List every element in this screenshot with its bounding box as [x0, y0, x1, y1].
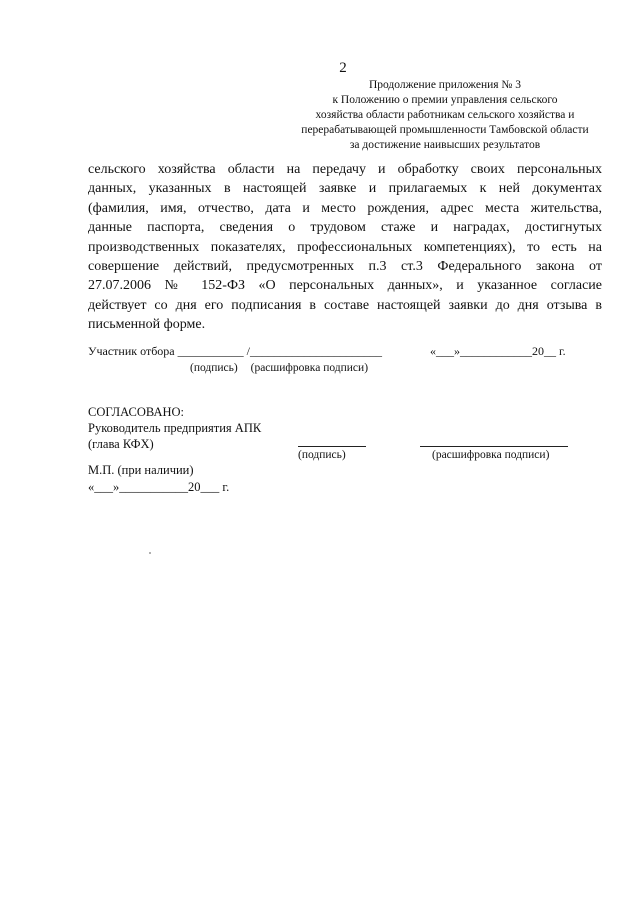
approval-signature-caption: (подпись)	[298, 449, 346, 461]
participant-date-line: «___»____________20__ г.	[430, 344, 566, 358]
approval-decoding-caption: (расшифровка подписи)	[432, 449, 550, 461]
paragraph-line: производственных показателях, профессиональных компетенциях), то есть на	[88, 239, 602, 255]
scan-speck	[149, 552, 151, 554]
approval-decoding-blank	[420, 446, 568, 447]
header-line: за достижение наивысших результатов	[349, 139, 541, 151]
approval-block	[88, 404, 261, 452]
paragraph-line: данных, указанных в настоящей заявке и прилагаемых к ней документах	[88, 181, 602, 197]
page-number: 2	[339, 60, 347, 76]
participant-signature-captions	[190, 362, 368, 374]
approval-title: СОГЛАСОВАНО:	[88, 405, 185, 419]
paragraph-line: письменной форме.	[88, 317, 206, 333]
participant-signature-line: Участник отбора ___________ /______________________	[88, 344, 382, 358]
signature-caption: (подпись)	[190, 362, 238, 374]
paragraph-line: 27.07.2006 № 152-ФЗ «О персональных данных», и указанное согласие	[88, 278, 602, 294]
header-line: к Положению о премии управления сельского	[332, 94, 558, 106]
approval-role-note: (глава КФХ)	[88, 437, 154, 451]
stamp-and-date	[88, 462, 229, 496]
approval-role: Руководитель предприятия АПК	[88, 421, 262, 435]
header-line: перерабатывающей промышленности Тамбовской области	[301, 124, 589, 136]
approval-date-line: «___»___________20___ г.	[88, 480, 230, 494]
participant-signature-row	[88, 344, 604, 359]
paragraph-line: действует со дня его подписания в составе настоящей заявки до дня отзыва в	[88, 297, 602, 313]
paragraph-line: сельского хозяйства области на передачу и обработку своих персональных	[88, 162, 602, 177]
consent-paragraph	[88, 160, 602, 335]
paragraph-line: (фамилия, имя, отчество, дата и место рождения, адрес места жительства,	[88, 200, 602, 216]
appendix-header	[290, 78, 600, 153]
header-line: Продолжение приложения № 3	[368, 79, 522, 91]
decoding-caption: (расшифровка подписи)	[250, 362, 369, 374]
stamp-note: М.П. (при наличии)	[88, 463, 194, 477]
paragraph-line: совершение действий, предусмотренных п.3 ст.3 Федерального закона от	[88, 259, 602, 275]
approval-signature-blank	[298, 446, 366, 447]
paragraph-line: данные паспорта, сведения о трудовом стаже и наградах, достигнутых	[88, 220, 602, 236]
header-line: хозяйства области работникам сельского хозяйства и	[315, 109, 575, 121]
